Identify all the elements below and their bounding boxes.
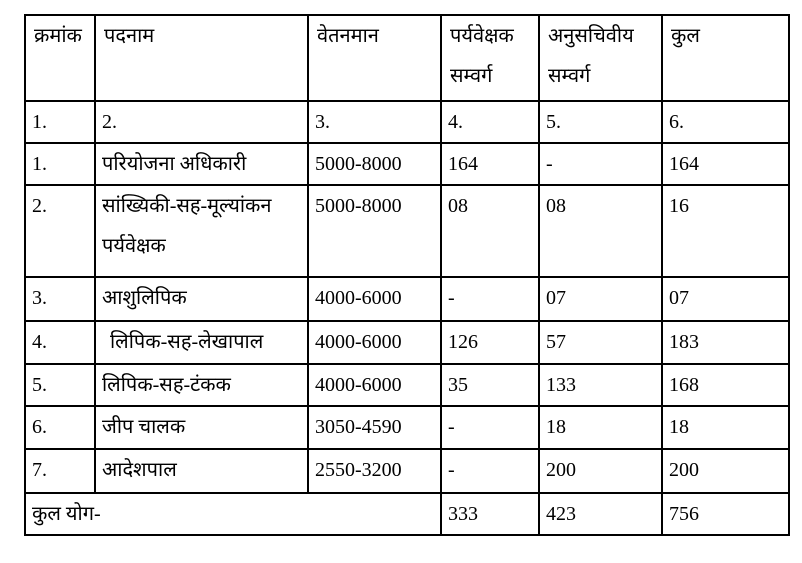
- serial-cell: 2.: [25, 185, 95, 277]
- table-row: [25, 185, 789, 277]
- total-count-cell: 168: [662, 364, 789, 406]
- payscale-cell: 2550-3200: [308, 449, 441, 493]
- column-index-cell: 6.: [662, 101, 789, 143]
- designation-cell: लिपिक-सह-टंकक: [95, 364, 308, 406]
- secretarial-count-cell: 08: [539, 185, 662, 277]
- total-count-cell: 183: [662, 321, 789, 364]
- designation-cell: जीप चालक: [95, 406, 308, 449]
- header-secretarial-cadre: अनुसचिवीय सम्वर्ग: [539, 15, 662, 101]
- column-index-cell: 1.: [25, 101, 95, 143]
- header-row: [25, 15, 789, 101]
- grand-total-secretarial: 423: [539, 493, 662, 535]
- payscale-cell: 5000-8000: [308, 185, 441, 277]
- total-count-cell: 16: [662, 185, 789, 277]
- header-supervisor-cadre: पर्यवेक्षक सम्वर्ग: [441, 15, 539, 101]
- column-index-cell: 4.: [441, 101, 539, 143]
- payscale-cell: 3050-4590: [308, 406, 441, 449]
- designation-cell: आदेशपाल: [95, 449, 308, 493]
- total-count-cell: 07: [662, 277, 789, 321]
- secretarial-count-cell: 57: [539, 321, 662, 364]
- supervisor-count-cell: -: [441, 406, 539, 449]
- secretarial-count-cell: 18: [539, 406, 662, 449]
- header-designation: पदनाम: [95, 15, 308, 101]
- total-count-cell: 200: [662, 449, 789, 493]
- supervisor-count-cell: 08: [441, 185, 539, 277]
- payscale-cell: 5000-8000: [308, 143, 441, 185]
- serial-cell: 6.: [25, 406, 95, 449]
- staff-sanction-table: [24, 14, 790, 536]
- supervisor-count-cell: -: [441, 277, 539, 321]
- designation-cell: लिपिक-सह-लेखापाल: [95, 321, 308, 364]
- supervisor-count-cell: 126: [441, 321, 539, 364]
- supervisor-count-cell: 164: [441, 143, 539, 185]
- payscale-cell: 4000-6000: [308, 321, 441, 364]
- table-row: [25, 143, 789, 185]
- header-serial: क्रमांक: [25, 15, 95, 101]
- table-row: [25, 277, 789, 321]
- grand-total-label: कुल योग-: [25, 493, 441, 535]
- payscale-cell: 4000-6000: [308, 277, 441, 321]
- header-total: कुल: [662, 15, 789, 101]
- serial-cell: 7.: [25, 449, 95, 493]
- supervisor-count-cell: 35: [441, 364, 539, 406]
- header-payscale: वेतनमान: [308, 15, 441, 101]
- grand-total-supervisor: 333: [441, 493, 539, 535]
- secretarial-count-cell: 200: [539, 449, 662, 493]
- column-index-cell: 3.: [308, 101, 441, 143]
- secretarial-count-cell: -: [539, 143, 662, 185]
- payscale-cell: 4000-6000: [308, 364, 441, 406]
- serial-cell: 4.: [25, 321, 95, 364]
- grand-total-overall: 756: [662, 493, 789, 535]
- supervisor-count-cell: -: [441, 449, 539, 493]
- table-row: [25, 406, 789, 449]
- designation-cell: आशुलिपिक: [95, 277, 308, 321]
- grand-total-row: [25, 493, 789, 535]
- total-count-cell: 164: [662, 143, 789, 185]
- total-count-cell: 18: [662, 406, 789, 449]
- table-row: [25, 449, 789, 493]
- column-index-cell: 2.: [95, 101, 308, 143]
- serial-cell: 5.: [25, 364, 95, 406]
- table-row: [25, 321, 789, 364]
- serial-cell: 3.: [25, 277, 95, 321]
- secretarial-count-cell: 07: [539, 277, 662, 321]
- secretarial-count-cell: 133: [539, 364, 662, 406]
- column-number-row: [25, 101, 789, 143]
- column-index-cell: 5.: [539, 101, 662, 143]
- designation-cell: सांख्यिकी-सह-मूल्यांकन पर्यवेक्षक: [95, 185, 308, 277]
- table-row: [25, 364, 789, 406]
- serial-cell: 1.: [25, 143, 95, 185]
- designation-cell: परियोजना अधिकारी: [95, 143, 308, 185]
